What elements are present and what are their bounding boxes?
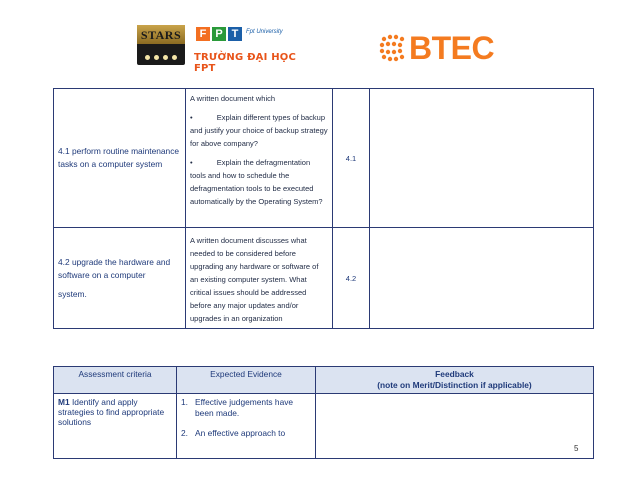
table-row (54, 89, 594, 228)
stars-logo (137, 25, 185, 65)
reference-cell: 4.2 (333, 228, 370, 329)
evidence-cell: A written document discusses what needed to be considered before upgrading any hardware or software of an existing computer system. What critical issues should be addressed before any major updates and/or upgrades in an organization (186, 228, 333, 329)
fpt-letter-t: T (228, 27, 242, 41)
fpt-letter-p: P (212, 27, 226, 41)
evidence-intro: A written document which (190, 94, 276, 103)
btec-dots-icon (378, 33, 408, 63)
stars-logo-word: STARS (140, 28, 182, 42)
criterion-cell: 4.1 perform routine maintenance tasks on a computer system (54, 89, 186, 228)
header-assessment-criteria: Assessment criteria (54, 367, 177, 394)
reference-cell: 4.1 (333, 89, 370, 228)
table-row (54, 394, 594, 459)
fpt-university-label: Fpt University (246, 29, 283, 35)
evidence-cell (186, 89, 333, 228)
header-feedback-title: Feedback (435, 369, 474, 379)
table-header-row (54, 367, 594, 394)
list-item (181, 397, 311, 419)
evidence-bullet (190, 156, 328, 208)
criteria-table (53, 88, 594, 329)
header-feedback (316, 367, 594, 394)
criterion-text: Identify and apply strategies to find appropriate solutions (58, 397, 165, 427)
evidence-bullet-text: Explain different types of backup and justify your choice of backup strategy for above company? (190, 113, 328, 148)
header-feedback-note: (note on Merit/Distinction if applicable) (377, 380, 532, 390)
feedback-cell[interactable] (316, 394, 594, 459)
criterion-cell (54, 394, 177, 459)
fpt-university-logo (194, 25, 306, 74)
btec-logo (378, 31, 500, 69)
fpt-letter-blocks (196, 27, 242, 41)
list-number: 1. (181, 397, 188, 407)
list-text: An effective approach to (195, 428, 286, 438)
stars-logo-dots (143, 55, 179, 60)
fpt-letter-f: F (196, 27, 210, 41)
bullet-symbol: • (190, 158, 193, 167)
fpt-university-name: TRƯỜNG ĐẠI HỌC FPT (194, 52, 296, 74)
list-item (181, 428, 311, 439)
feedback-cell[interactable] (370, 228, 594, 329)
header-expected-evidence: Expected Evidence (177, 367, 316, 394)
criterion-code: M1 (58, 397, 70, 407)
evidence-list (181, 397, 311, 439)
btec-wordmark: BTEC (409, 30, 495, 66)
table-row (54, 228, 594, 329)
criterion-text-continued: system. (58, 288, 87, 299)
page-number: 5 (574, 444, 579, 453)
criterion-cell (54, 228, 186, 329)
feedback-cell[interactable] (370, 89, 594, 228)
list-number: 2. (181, 428, 188, 438)
evidence-cell (177, 394, 316, 459)
list-text: Effective judgements have been made. (195, 397, 294, 418)
assessment-table (53, 366, 594, 459)
criterion-text: 4.2 upgrade the hardware and software on a computer (58, 256, 171, 280)
bullet-symbol: • (190, 113, 193, 122)
evidence-bullet (190, 111, 328, 150)
evidence-bullet-text: Explain the defragmentation tools and how to schedule the defragmentation tools to be executed automatically by the Operating System? (190, 158, 323, 206)
